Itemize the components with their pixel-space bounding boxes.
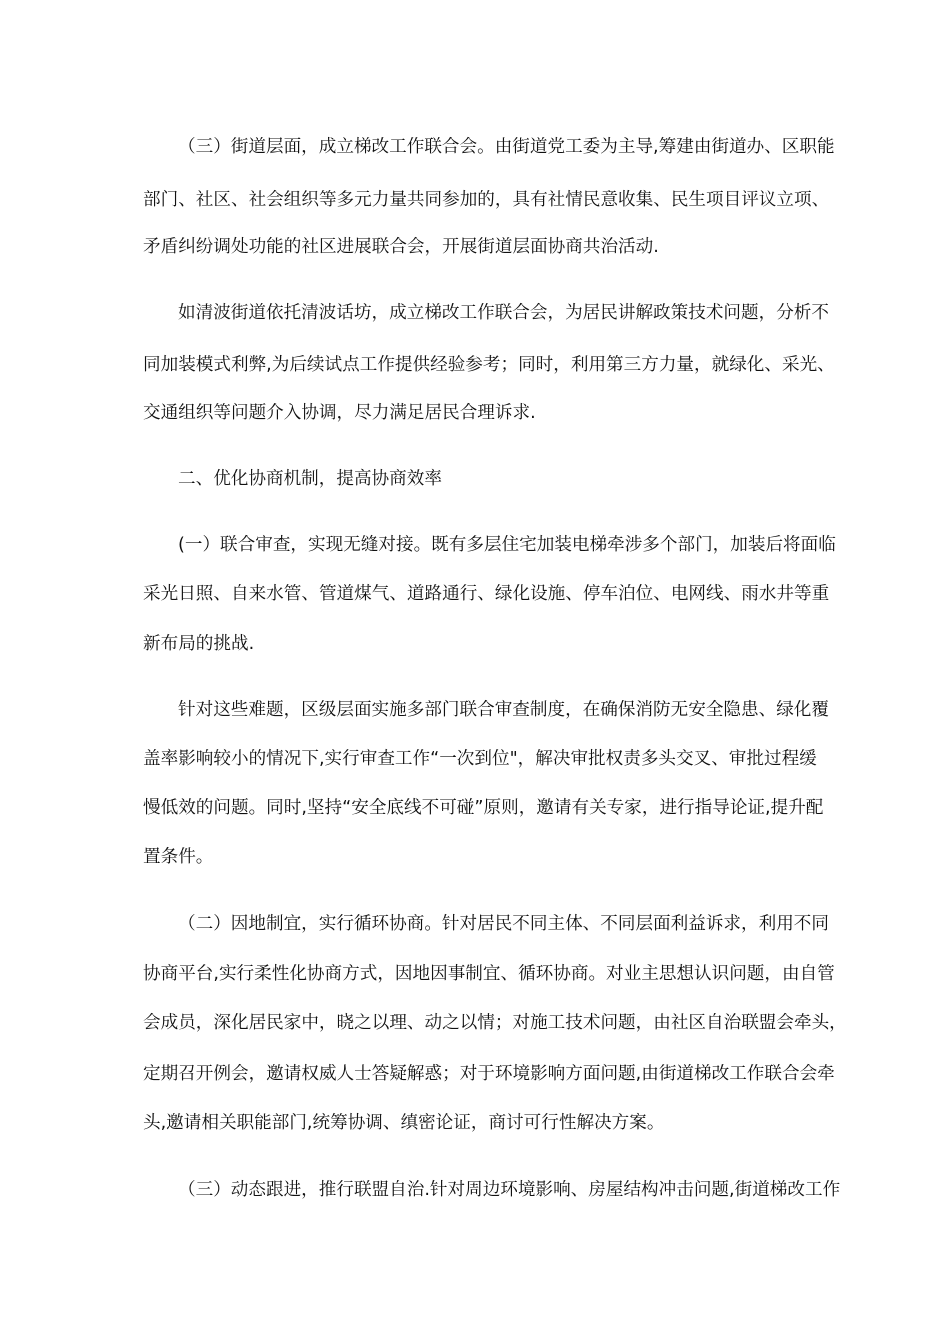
paragraph-line: 协商平台,实行柔性化协商方式，因地因事制宜、循环协商。对业主思想认识问题，由自管 [143, 964, 835, 984]
paragraph-line: （三）街道层面，成立梯改工作联合会。由街道党工委为主导,筹建由街道办、区职能 [178, 137, 835, 157]
paragraph-line: 头,邀请相关职能部门,统筹协调、缜密论证，商讨可行性解决方案。 [143, 1113, 665, 1133]
section-heading: 二、优化协商机制，提高协商效率 [178, 469, 442, 489]
paragraph-line: 采光日照、自来水管、管道煤气、道路通行、绿化设施、停车泊位、电网线、雨水井等重 [143, 584, 830, 604]
paragraph-line: 会成员，深化居民家中，晓之以理、动之以情；对施工技术问题，由社区自治联盟会牵头， [143, 1013, 847, 1033]
paragraph-line: 如清波街道依托清波话坊，成立梯改工作联合会，为居民讲解政策技术问题，分析不 [178, 303, 829, 323]
paragraph-line: 针对这些难题，区级层面实施多部门联合审查制度，在确保消防无安全隐患、绿化覆 [178, 700, 829, 720]
paragraph-line: 同加装模式利弊,为后续试点工作提供经验参考；同时，利用第三方力量，就绿化、采光、 [143, 355, 835, 375]
paragraph-line: 置条件。 [143, 847, 214, 867]
paragraph-line: 盖率影响较小的情况下,实行审查工作“一次到位"，解决审批权责多头交叉、审批过程缓 [143, 749, 817, 769]
paragraph-line: (一）联合审查，实现无缝对接。既有多层住宅加装电梯牵涉多个部门，加装后将面临 [178, 535, 836, 555]
paragraph-line: （二）因地制宜，实行循环协商。针对居民不同主体、不同层面利益诉求，利用不同 [178, 914, 829, 934]
paragraph-line: 定期召开例会，邀请权威人士答疑解惑；对于环境影响方面问题,由街道梯改工作联合会牵 [143, 1064, 835, 1084]
paragraph-line: 慢低效的问题。同时,坚持“安全底线不可碰”原则，邀请有关专家，进行指导论证,提升配 [143, 798, 824, 818]
paragraph-line: 新布局的挑战. [143, 634, 255, 654]
paragraph-line: 交通组织等问题介入协调，尽力满足居民合理诉求. [143, 403, 536, 423]
paragraph-line: （三）动态跟进，推行联盟自治.针对周边环境影响、房屋结构冲击问题,街道梯改工作 [178, 1180, 841, 1200]
paragraph-line: 部门、社区、社会组织等多元力量共同参加的，具有社情民意收集、民生项目评议立项、 [143, 190, 830, 210]
paragraph-line: 矛盾纠纷调处功能的社区进展联合会，开展街道层面协商共治活动. [143, 237, 659, 257]
